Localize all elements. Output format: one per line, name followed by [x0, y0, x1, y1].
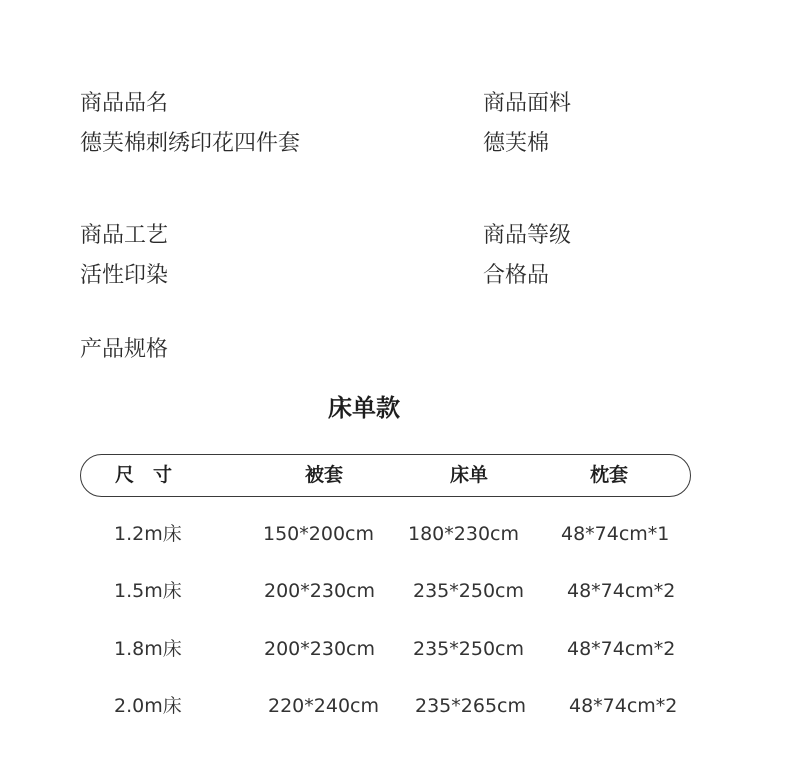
grade-label: 商品等级	[483, 223, 572, 248]
header-duvet-cover: 被套	[305, 464, 344, 486]
header-size: 尺 寸	[115, 464, 173, 486]
cell-duvet-cover: 200*230cm	[264, 580, 375, 602]
table-title: 床单款	[328, 394, 400, 422]
cell-pillowcase: 48*74cm*2	[567, 638, 676, 660]
cell-pillowcase: 48*74cm*2	[569, 695, 678, 717]
product-name-value: 德芙棉刺绣印花四件套	[80, 131, 301, 156]
product-name-label: 商品品名	[80, 91, 169, 116]
craft-value: 活性印染	[80, 263, 169, 288]
cell-duvet-cover: 220*240cm	[268, 695, 379, 717]
table-header	[80, 454, 691, 497]
grade-value: 合格品	[483, 263, 550, 288]
cell-size: 1.8m床	[114, 638, 182, 660]
cell-duvet-cover: 200*230cm	[264, 638, 375, 660]
fabric-value: 德芙棉	[483, 131, 550, 156]
cell-bed-sheet: 235*250cm	[413, 638, 524, 660]
craft-label: 商品工艺	[80, 223, 169, 248]
header-bed-sheet: 床单	[450, 464, 489, 486]
fabric-label: 商品面料	[483, 91, 572, 116]
cell-pillowcase: 48*74cm*2	[567, 580, 676, 602]
header-pillowcase: 枕套	[590, 464, 629, 486]
cell-size: 1.2m床	[114, 523, 182, 545]
cell-bed-sheet: 180*230cm	[408, 523, 519, 545]
cell-bed-sheet: 235*250cm	[413, 580, 524, 602]
cell-pillowcase: 48*74cm*1	[561, 523, 670, 545]
spec-heading: 产品规格	[80, 337, 169, 362]
cell-size: 2.0m床	[114, 695, 182, 717]
cell-duvet-cover: 150*200cm	[263, 523, 374, 545]
cell-bed-sheet: 235*265cm	[415, 695, 526, 717]
cell-size: 1.5m床	[114, 580, 182, 602]
